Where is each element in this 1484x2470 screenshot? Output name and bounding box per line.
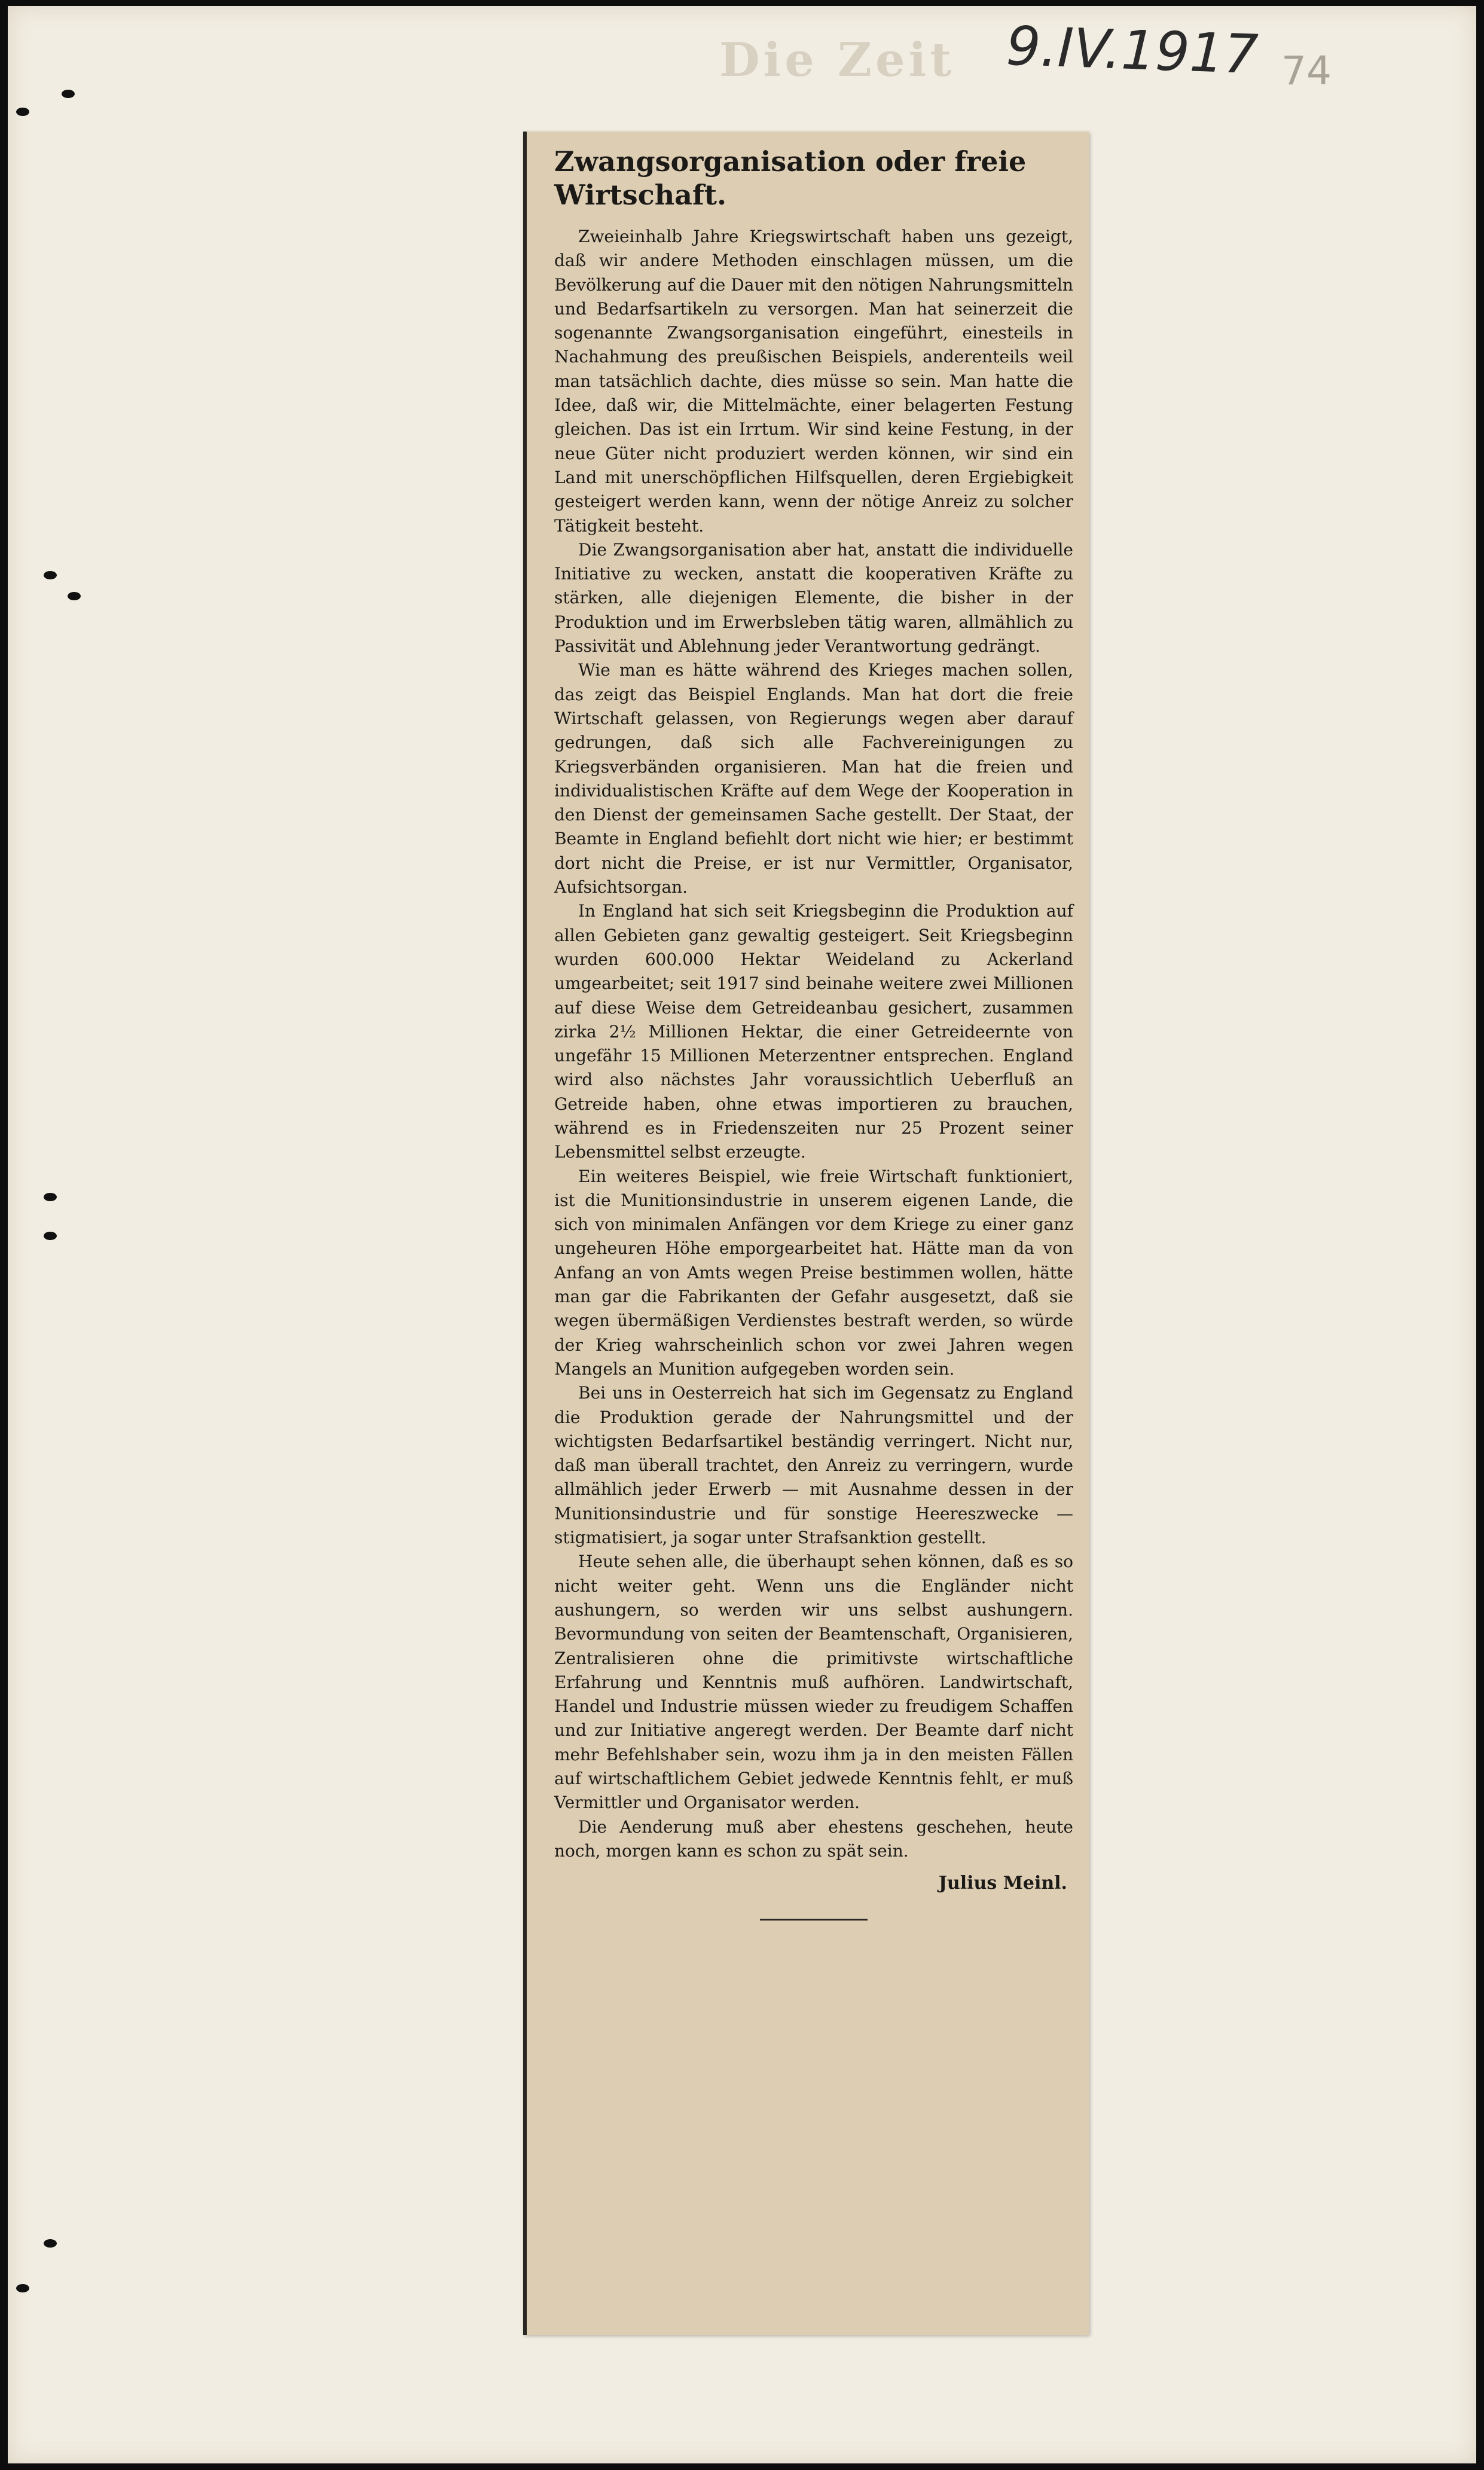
article-paragraph: In England hat sich seit Kriegsbeginn die Produktion auf allen Gebieten ganz gewaltig gesteigert. Seit Kriegsbeginn wurden 600.000 Hektar Weideland zu Ackerland umgearbeitet; seit 1917 sind beinahe weitere zwei Millionen auf diese Weise dem Getreideanbau gesichert, zusammen zirka 2½ Millionen Hektar, die einer Getreideernte von ungefähr 15 Millionen Meterzentner entsprechen. England wird also nächstes Jahr voraussichtlich Ueberfluß an Getreide haben, ohne etwas importieren zu brauchen, während es in Friedenszeiten nur 25 Prozent seiner Lebensmittel selbst erzeugte.	[554, 901, 1073, 1162]
newspaper-stamp: Die Zeit	[719, 33, 955, 87]
punch-hole	[44, 1193, 57, 1201]
article-paragraph: Zweieinhalb Jahre Kriegswirtschaft haben uns gezeigt, daß wir andere Methoden einschlagen müssen, um die Bevölkerung auf die Dauer mit den nötigen Nahrungsmitteln und Bedarfsartikeln zu versorgen. Man hat seinerzeit die sogenannte Zwangsorganisation eingeführt, einesteils in Nachahmung des preußischen Beispiels, anderenteils weil man tatsächlich dachte, dies müsse so sein. Man hatte die Idee, daß wir, die Mittelmächte, einer belagerten Festung gleichen. Das ist ein Irrtum. Wir sind keine Festung, in der neue Güter nicht produziert werden können, wir sind ein Land mit unerschöpflichen Hilfsquellen, deren Ergiebigkeit gesteigert werden kann, wenn der nötige Anreiz zu solcher Tätigkeit besteht.	[554, 227, 1073, 536]
article-headline: Zwangsorganisation oder freie Wirtschaft.	[554, 145, 1027, 211]
closing-rule	[760, 1919, 868, 1921]
article-paragraph: Wie man es hätte während des Krieges machen sollen, das zeigt das Beispiel Englands. Man hat dort die freie Wirtschaft gelassen, von Regierungs wegen aber darauf gedrungen, daß sich alle Fachvereinigungen zu Kriegsverbänden organisieren. Man hat die freien und individualistischen Kräfte auf dem Wege der Kooperation in den Dienst der gemeinsamen Sache gestellt. Der Staat, der Beamte in England befiehlt dort nicht wie hier; er bestimmt dort nicht die Preise, er ist nur Vermittler, Organisator, Aufsichtsorgan.	[554, 660, 1073, 897]
article-paragraph: Ein weiteres Beispiel, wie freie Wirtschaft funktioniert, ist die Munitionsindustrie in unserem eigenen Lande, die sich von minimalen Anfängen vor dem Kriege zu einer ganz ungeheuren Höhe emporgearbeitet hat. Hätte man da von Anfang an von Amts wegen Preise bestimmen wollen, hätte man gar die Fabrikanten der Gefahr ausgesetzt, daß sie wegen übermäßigen Verdienstes bestraft werden, so würde der Krieg wahrscheinlich schon vor zwei Jahren wegen Mangels an Munition aufgegeben worden sein.	[554, 1166, 1073, 1379]
article-signature: Julius Meinl.	[938, 1873, 1067, 1894]
punch-hole	[44, 1232, 57, 1240]
article-paragraph: Die Aenderung muß aber ehestens geschehen, heute noch, morgen kann es schon zu spät sein.	[554, 1816, 1073, 1861]
archive-sheet	[8, 6, 1476, 2463]
punch-hole	[16, 2284, 29, 2292]
article-paragraph: Die Zwangsorganisation aber hat, anstatt die individuelle Initiative zu wecken, anstatt die kooperativen Kräfte zu stärken, alle diejenigen Elemente, die bisher in der Produktion und im Erwerbsleben tätig waren, allmählich zu Passivität und Ablehnung jeder Verantwortung gedrängt.	[554, 539, 1073, 657]
folio-number: 74	[1281, 48, 1332, 94]
newspaper-clipping	[523, 132, 1089, 2335]
article-paragraph: Bei uns in Oesterreich hat sich im Gegensatz zu England die Produktion gerade der Nahrungsmittel und der wichtigsten Bedarfsartikel beständig verringert. Nicht nur, daß man überall trachtet, den Anreiz zu verringern, wurde allmählich jeder Erwerb — mit Ausnahme dessen in der Munitionsindustrie und für sonstige Heereszwecke — stigmatisiert, ja sogar unter Strafsanktion gestellt.	[554, 1383, 1073, 1548]
punch-hole	[44, 2239, 57, 2248]
punch-hole	[68, 592, 81, 600]
punch-hole	[16, 108, 29, 116]
punch-hole	[62, 90, 75, 98]
punch-hole	[44, 571, 57, 579]
article-paragraph: Heute sehen alle, die überhaupt sehen können, daß es so nicht weiter geht. Wenn uns die Engländer nicht aushungern, so werden wir uns selbst aushungern. Bevormundung von seiten der Beamtenschaft, Organisieren, Zentralisieren ohne die primitivste wirtschaftliche Erfahrung und Kenntnis muß aufhören. Landwirtschaft, Handel und Industrie müssen wieder zu freudigem Schaffen und zur Initiative angeregt werden. Der Beamte darf nicht mehr Befehlshaber sein, wozu ihm ja in den meisten Fällen auf wirtschaftlichem Gebiet jedwede Kenntnis fehlt, er muß Vermittler und Organisator werden.	[554, 1552, 1073, 1813]
handwritten-date: 9.IV.1917	[1005, 14, 1260, 87]
